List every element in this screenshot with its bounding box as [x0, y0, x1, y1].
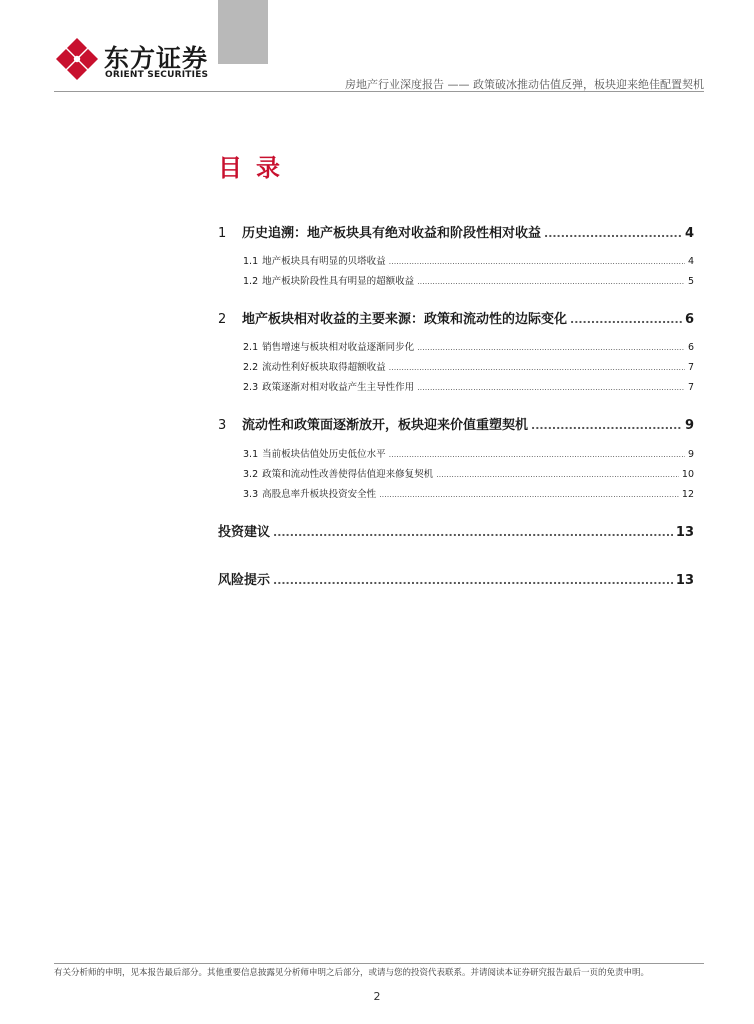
toc-section-2[interactable] [218, 308, 694, 327]
toc-item-3-3[interactable] [243, 486, 694, 500]
toc-title: 目录 [218, 154, 294, 182]
toc-item-1-1[interactable] [243, 253, 694, 267]
logo-name-en: ORIENT SECURITIES [105, 70, 209, 80]
report-header-title: 房地产行业深度报告 —— 政策破冰推动估值反弹，板块迎来绝佳配置契机 [345, 78, 704, 91]
toc-section-title: 流动性和政策面逐渐放开，板块迎来价值重塑契机 [242, 418, 529, 433]
toc-section-title: 风险提示 [218, 573, 271, 588]
toc-page-number: 4 [687, 256, 694, 267]
toc-risk-warning[interactable] [218, 569, 694, 588]
toc-item-title: 销售增速与板块相对收益逐渐同步化 [262, 342, 415, 353]
toc-leader [570, 313, 682, 326]
toc-page-number: 9 [687, 449, 694, 460]
toc-page-number: 13 [675, 573, 694, 588]
toc-item-number: 3.3 [243, 489, 259, 500]
toc-section-title: 地产板块相对收益的主要来源：政策和流动性的边际变化 [242, 312, 568, 327]
toc-leader [544, 227, 682, 240]
toc-item-number: 3.2 [243, 469, 259, 480]
toc-section-3[interactable] [218, 414, 694, 433]
header-divider [54, 91, 704, 92]
toc-section-1[interactable] [218, 222, 694, 241]
toc-leader [417, 277, 685, 286]
logo-name-cn: 东方证券 [104, 44, 209, 73]
toc-item-number: 3.1 [243, 449, 259, 460]
toc-item-title: 当前板块估值处历史低位水平 [262, 449, 386, 460]
toc-item-title: 流动性利好板块取得超额收益 [262, 362, 386, 373]
orient-securities-logo-icon [54, 36, 100, 82]
toc-leader [531, 419, 682, 432]
toc-section-number: 1 [218, 226, 227, 241]
toc-item-title: 地产板块阶段性具有明显的超额收益 [262, 276, 415, 287]
toc-item-title: 政策和流动性改善使得估值迎来修复契机 [262, 469, 434, 480]
toc-item-number: 1.1 [243, 256, 259, 267]
toc-page-number: 7 [687, 382, 694, 393]
toc-item-3-1[interactable] [243, 446, 694, 460]
toc-investment-advice[interactable] [218, 521, 694, 540]
toc-leader [273, 574, 673, 587]
toc-leader [379, 490, 679, 499]
toc-item-number: 1.2 [243, 276, 259, 287]
toc-item-number: 2.2 [243, 362, 259, 373]
header-accent-bar [218, 0, 268, 64]
company-logo [54, 36, 214, 84]
toc-item-2-3[interactable] [243, 379, 694, 393]
toc-item-2-2[interactable] [243, 359, 694, 373]
toc-page-number: 10 [681, 469, 694, 480]
toc-leader [389, 257, 685, 266]
toc-page-number: 6 [684, 312, 694, 327]
toc-item-title: 高股息率升板块投资安全性 [262, 489, 377, 500]
footer-disclaimer: 有关分析师的申明，见本报告最后部分。其他重要信息披露见分析师申明之后部分，或请与您的投资代表联系。并请阅读本证券研究报告最后一页的免责申明。 [54, 968, 650, 978]
toc-page-number: 6 [687, 342, 694, 353]
toc-leader [436, 470, 679, 479]
toc-item-1-2[interactable] [243, 273, 694, 287]
toc-page-number: 9 [684, 418, 694, 433]
toc-page-number: 5 [687, 276, 694, 287]
toc-item-number: 2.3 [243, 382, 259, 393]
page-number: 2 [373, 990, 381, 1003]
toc-section-number: 3 [218, 418, 227, 433]
toc-leader [417, 343, 685, 352]
toc-section-title: 投资建议 [218, 525, 271, 540]
toc-item-3-2[interactable] [243, 466, 694, 480]
toc-item-number: 2.1 [243, 342, 259, 353]
toc-leader [389, 363, 685, 372]
toc-page-number: 7 [687, 362, 694, 373]
toc-leader [389, 450, 685, 459]
toc-page-number: 12 [681, 489, 694, 500]
toc-page-number: 13 [675, 525, 694, 540]
toc-leader [273, 526, 673, 539]
toc-page-number: 4 [684, 226, 694, 241]
toc-item-title: 政策逐渐对相对收益产生主导性作用 [262, 382, 415, 393]
footer-divider [54, 963, 704, 964]
toc-item-title: 地产板块具有明显的贝塔收益 [262, 256, 386, 267]
toc-leader [417, 383, 685, 392]
toc-item-2-1[interactable] [243, 339, 694, 353]
toc-section-number: 2 [218, 312, 227, 327]
toc-section-title: 历史追溯：地产板块具有绝对收益和阶段性相对收益 [242, 226, 542, 241]
